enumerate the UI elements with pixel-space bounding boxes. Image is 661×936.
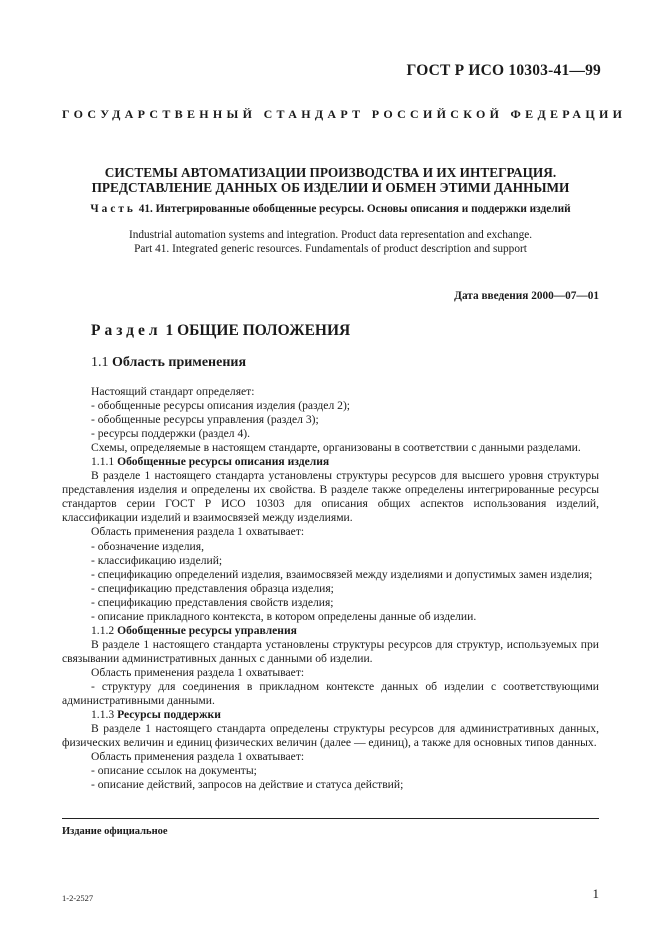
clause-heading [91,708,599,722]
edition-label: Издание официальное [62,826,168,837]
paragraph: В разделе 1 настоящего стандарта установлены структуры ресурсов для структур, используемых при связывании административных данных с данными об изделии. [62,637,599,665]
subsection-title: Область применения [112,355,247,370]
standard-title [62,165,599,195]
list-item: - обобщенные ресурсы описания изделия (раздел 2); [91,399,351,413]
section-prefix: Раздел [91,322,162,339]
print-code: 1-2-2527 [62,893,94,903]
english-line-2: Part 41. Integrated generic resources. Fundamentals of product description and support [134,243,527,255]
list-item: - структуру для соединения в прикладном контексте данных об изделии с соответствующими административными данными. [62,679,599,708]
state-standard-heading: ГОСУДАРСТВЕННЫЙ СТАНДАРТ РОССИЙСКОЙ ФЕДЕРАЦИИ [62,107,627,121]
paragraph: В разделе 1 настоящего стандарта определены структуры ресурсов для административных данных, физических величин и единиц физических величин (далее — единиц), а также для основных типов данных. [62,722,599,750]
list-item: - обобщенные ресурсы управления (раздел 3); [91,413,319,427]
clause-heading [91,624,599,638]
english-title [62,228,599,256]
paragraph: Область применения раздела 1 охватывает: [91,665,305,679]
clause-number: 1.1.3 [91,708,115,722]
subsection-number: 1.1 [91,355,109,370]
english-line-1: Industrial automation systems and integration. Product data representation and exchange. [128,229,533,241]
list-item: - спецификацию представления образца изделия; [91,581,334,595]
clause-heading [91,455,599,469]
list-item: - обозначение изделия, [91,539,204,553]
body-text [62,385,599,792]
clause-title: Обобщенные ресурсы описания изделия [117,455,330,469]
clause-title: Обобщенные ресурсы управления [117,623,297,637]
footer-divider [62,818,599,819]
document-code: ГОСТ Р ИСО 10303-41—99 [406,62,601,79]
list-item: - ресурсы поддержки (раздел 4). [91,427,251,441]
subsection-heading [91,355,246,371]
list-item: - описание ссылок на документы; [91,764,257,778]
title-line-2: ПРЕДСТАВЛЕНИЕ ДАННЫХ ОБ ИЗДЕЛИИ И ОБМЕН ЭТИМИ ДАННЫМИ [91,180,570,195]
list-item: - спецификацию представления свойств изделия; [91,595,334,609]
paragraph: Схемы, определяемые в настоящем стандарте, организованы в соответствии с данными разделами. [91,441,581,455]
section-heading [91,322,350,340]
list-item: - классификацию изделий; [91,553,223,567]
page-number: 1 [592,886,599,901]
part-prefix: Часть [90,203,136,215]
list-item: - спецификацию определений изделия, взаимосвязей между изделиями и допустимых замен изделия; [91,567,593,581]
list-item: - описание действий, запросов на действие и статуса действий; [91,778,404,792]
paragraph: Область применения раздела 1 охватывает: [91,750,305,764]
clause-number: 1.1.2 [91,623,115,637]
introduction-date: Дата введения 2000—07—01 [454,290,599,302]
paragraph: Область применения раздела 1 охватывает: [91,525,305,539]
list-item: - описание прикладного контекста, в котором определены данные об изделии. [91,609,477,623]
clause-number: 1.1.1 [91,455,115,469]
clause-title: Ресурсы поддержки [117,708,221,722]
paragraph: В разделе 1 настоящего стандарта установлены структуры ресурсов для высшего уровня структуры представления изделия и определены их свойства. В разделе также определены интегрированные ресурсы стандартов серии ГОСТ Р ИСО 10303 для описания общих аспектов использования изделий, классификации изделий и взаимосвязей между изделиями. [62,469,599,525]
paragraph: Настоящий стандарт определяет: [91,385,255,398]
part-text: 41. Интегрированные обобщенные ресурсы. Основы описания и поддержки изделий [138,203,571,215]
section-title: ОБЩИЕ ПОЛОЖЕНИЯ [177,322,351,339]
part-title [62,203,599,215]
section-number: 1 [165,322,174,339]
title-line-1: СИСТЕМЫ АВТОМАТИЗАЦИИ ПРОИЗВОДСТВА И ИХ ИНТЕГРАЦИЯ. [104,165,557,180]
